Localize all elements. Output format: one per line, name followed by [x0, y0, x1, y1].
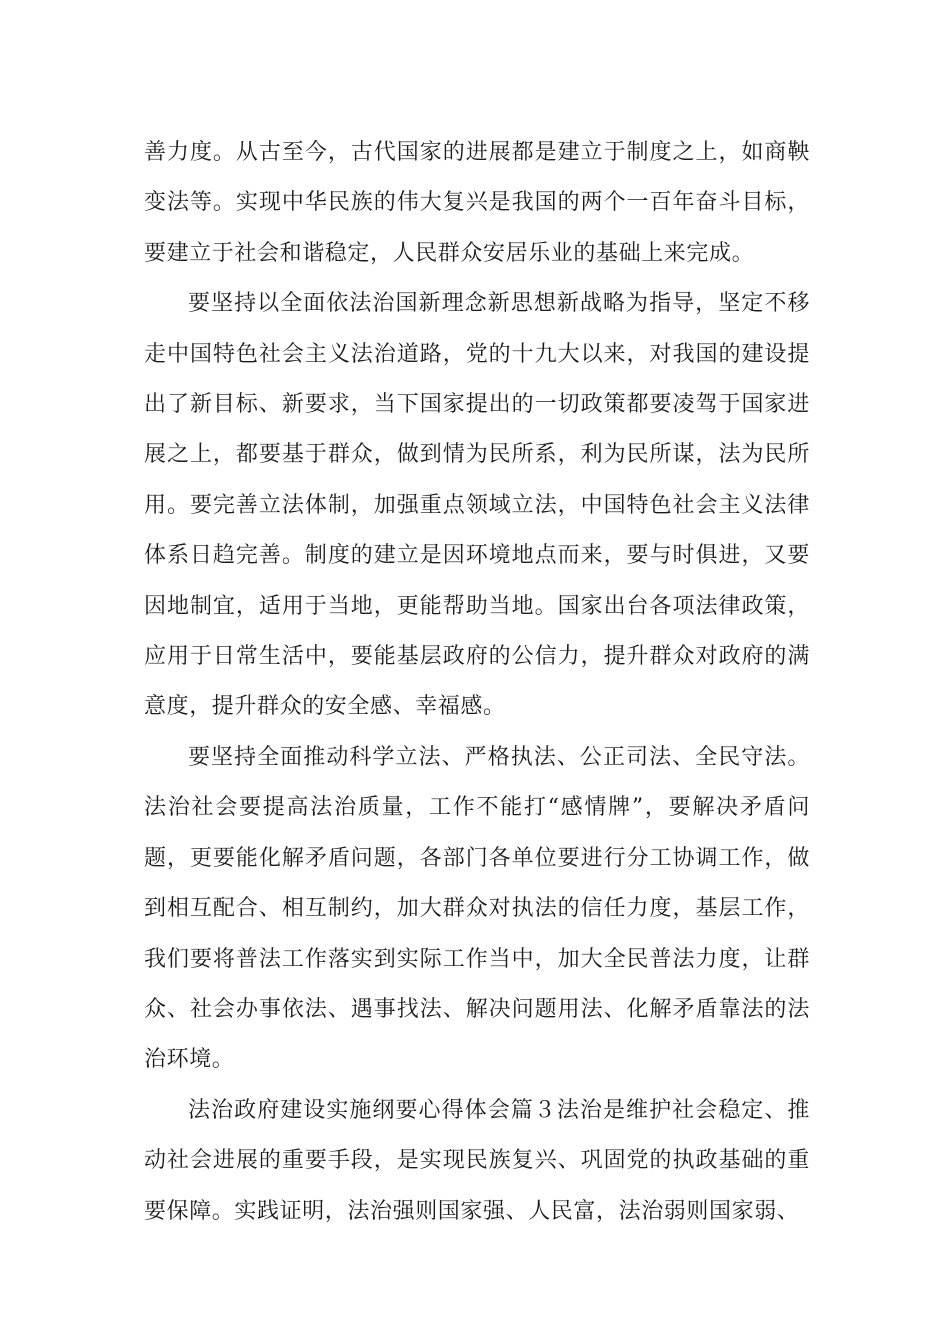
paragraph-continuation: 善力度。从古至今，古代国家的进展都是建立于制度之上，如商鞅变法等。实现中华民族的伟大复兴是我国的两个一百年奋斗目标，要建立于社会和谐稳定，人民群众安居乐业的基础上来完成。 [144, 140, 810, 266]
body-text [144, 128, 810, 1237]
paragraph-rule-of-law-strategy: 要坚持以全面依法治国新理念新思想新战略为指导，坚定不移走中国特色社会主义法治道路，党的十九大以来，对我国的建设提出了新目标、新要求，当下国家提出的一切政策都要凌驾于国家进展之上，都要基于群众，做到情为民所系，利为民所谋，法为民所用。要完善立法体制，加强重点领域立法，中国特色社会主义法律体系日趋完善。制度的建立是因环境地点而来，要与时俱进，又要因地制宜，适用于当地，更能帮助当地。国家出台各项法律政策，应用于日常生活中，要能基层政府的公信力，提升群众对政府的满意度，提升群众的安全感、幸福感。 [144, 291, 810, 720]
paragraph-legislation-enforcement: 要坚持全面推动科学立法、严格执法、公正司法、全民守法。法治社会要提高法治质量，工作不能打“感情牌”，要解决矛盾问题，更要能化解矛盾问题，各部门各单位要进行分工协调工作，做到相互配合、相互制约，加大群众对执法的信任力度，基层工作，我们要将普法工作落实到实际工作当中，加大全民普法力度，让群众、社会办事依法、遇事找法、解决问题用法、化解矛盾靠法的法治环境。 [144, 744, 810, 1073]
paragraph-article-3-intro: 法治政府建设实施纲要心得体会篇３法治是维护社会稳定、推动社会进展的重要手段，是实现民族复兴、巩固党的执政基础的重要保障。实践证明，法治强则国家强、人民富，法治弱则国家弱、 [144, 1097, 810, 1224]
